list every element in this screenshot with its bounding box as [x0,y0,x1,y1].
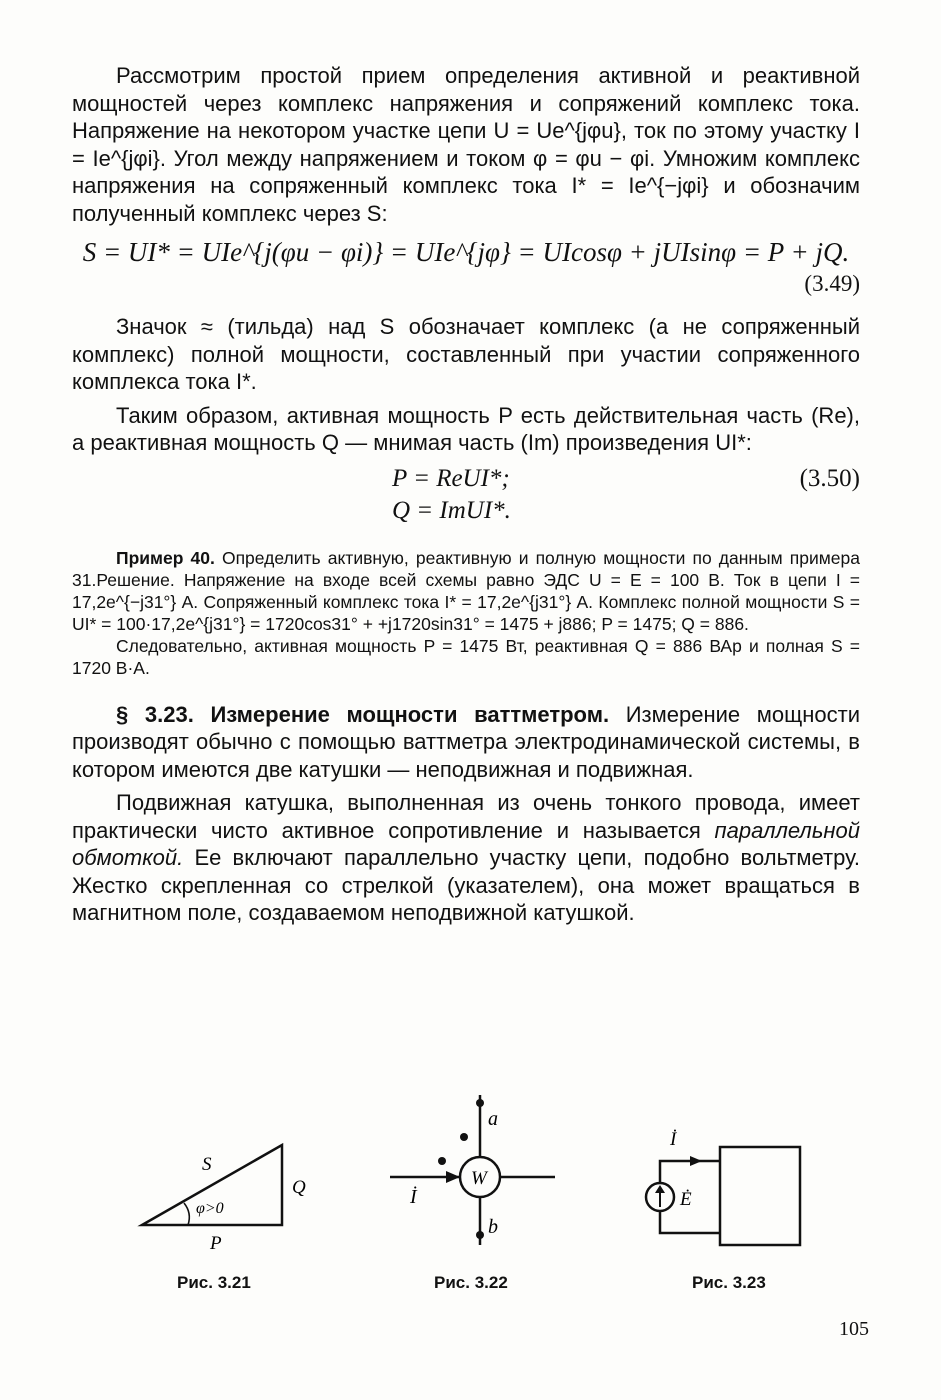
label-e: Ė [680,1189,692,1210]
equation-p: P = ReUI*; [392,464,510,492]
paragraph-moving-coil [72,789,860,927]
label-i-fig3: İ [670,1129,677,1150]
caption-3-23: Рис. 3.23 [692,1273,766,1292]
example-conclusion: Следовательно, активная мощность P = 1475 Вт, реактивная Q = 886 ВАр и полная S = 1720 В·А. [72,635,860,678]
example-label: Пример 40. [116,547,215,568]
figure-3-22 [380,1085,560,1255]
equation-3-49: S = UI* = UIe^{j(φu − φi)} = UIe^{jφ} = UIcosφ + jUIsinφ = P + jQ. [82,237,850,267]
paragraph-tilde: Значок ≈ (тильда) над S обозначает комплекс (а не сопряженный комплекс) полной мощности, составленный при участии сопряженного комплекса тока I*. [72,314,860,394]
load-box [720,1147,800,1245]
figure-3-23 [640,1125,810,1255]
label-angle: φ>0 [196,1200,224,1217]
example-40 [72,547,860,635]
equation-3-50 [72,463,860,533]
equation-q: Q = ImUI*. [392,496,511,524]
label-b: b [488,1216,498,1238]
caption-3-21: Рис. 3.21 [177,1273,251,1292]
label-w: W [471,1168,487,1189]
current-arrow-fig3 [690,1156,702,1166]
page-number: 105 [839,1318,869,1340]
angle-arc [184,1203,189,1225]
section-text: Измерение мощности производят обычно с помощью ваттметра электродинамической системы, в котором имеются две катушки — неподвижная и подвижная. [72,701,860,782]
section-heading: § 3.23. Измерение мощности ваттметром. [116,701,610,727]
parallel-winding-term: параллельной обмоткой. [72,817,860,870]
label-i: İ [410,1186,417,1208]
label-s: S [202,1154,212,1175]
section-3-23 [72,701,860,784]
current-arrow [446,1171,460,1183]
equation-number-3-49: (3.49) [804,271,860,296]
page-content [72,62,860,927]
paragraph-intro: Рассмотрим простой прием определения активной и реактивной мощностей через комплекс напряжения и сопряжений комплекс тока. Напряжение на некотором участке цепи U = Ue^{jφu}, ток по этому участку I = Ie^{jφi}. Угол между напряжением и током φ = φu − φi. Умножим комплекс напряжения на сопряженный комплекс тока I* = Ie^{−jφi} и обозначим полученный комплекс через S: [72,63,860,226]
moving-coil-text-b: Ее включают параллельно участку цепи, подобно вольтметру. Жестко скрепленная со стрелкой (указателем), она может вращаться в магнитном поле, создаваемом неподвижной катушкой. [72,845,860,925]
figure-3-21 [132,1125,332,1255]
paragraph-active-reactive: Таким образом, активная мощность P есть действительная часть (Re), а реактивная мощность Q — мнимая часть (Im) произведения UI*: [72,402,860,455]
label-p: P [210,1233,222,1254]
example-text: Определить активную, реактивную и полную мощности по данным примера 31.Решение. Напряжение на входе всей схемы равно ЭДС U = E = 100 В. Ток в цепи I = 17,2e^{−j31°} А. Сопряженный комплекс тока I* = 17,2e^{j31°} А. Комплекс полной мощности S = UI* = 100·17,2e^{j31°} = 1720cos31° + +j1720sin31° = 1475 + j886; P = 1475; Q = 886. [72,547,860,634]
label-a: a [488,1108,498,1130]
caption-3-22: Рис. 3.22 [434,1273,508,1292]
label-q: Q [292,1177,306,1198]
figures-row [72,1085,872,1295]
equation-number-3-50: (3.50) [799,464,860,492]
moving-coil-text-a: Подвижная катушка, выполненная из очень тонкого провода, имеет практически чисто активное сопротивление и называется [72,790,860,843]
